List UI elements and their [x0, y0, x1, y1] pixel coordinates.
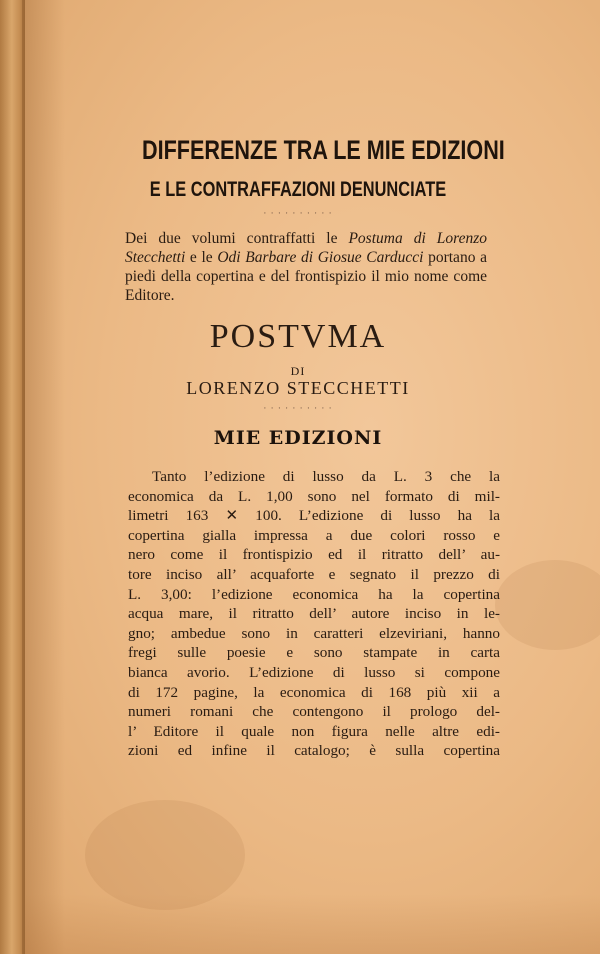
sub-heading: E LE CONTRAFFAZIONI DENUNCIATE [149, 178, 447, 201]
text-line: zioni ed infine il catalogo; è sulla copertina [128, 742, 500, 760]
ornamental-rule: · · · · · · · · · · [263, 208, 333, 218]
text-line: L. 3,00: l’edizione economica ha la copertina [128, 585, 500, 603]
text-line: fregi sulle poesie e sono stampate in carta [128, 644, 500, 662]
intro-italic-title: Postuma di Lorenzo Stecchetti [125, 230, 488, 266]
page-gutter-shadow [25, 0, 65, 954]
text-line: bianca avorio. L’edizione di lusso si compone [128, 663, 500, 681]
intro-text: e le [185, 249, 218, 266]
text-line: numeri romani che contengono il prologo del- [128, 703, 500, 721]
text-line: gno; ambedue sono in caratteri elzeviriani, hanno [128, 624, 500, 642]
intro-italic-title: Odi Barbare di Giosue Carducci [217, 249, 424, 266]
body-paragraph [128, 467, 500, 761]
text-line: tore inciso all’ acquaforte e segnato il prezzo di [128, 565, 500, 583]
text-line: Tanto l’edizione di lusso da L. 3 che la [152, 468, 500, 485]
intro-text: Dei due volumi contraffatti le [125, 230, 349, 247]
main-heading: DIFFERENZE TRA LE MIE EDIZIONI [142, 135, 505, 165]
title-preposition: DI [290, 364, 306, 378]
author-name: LORENZO STECCHETTI [186, 378, 410, 398]
text-line: l’ Editore il quale non figura nelle altre edi- [128, 722, 500, 740]
text-line: limetri 163 ✕ 100. L’edizione di lusso ha la [128, 507, 500, 525]
intro-paragraph [125, 229, 487, 305]
ornamental-rule: · · · · · · · · · · [263, 403, 333, 413]
book-title: POSTVMA [209, 318, 387, 355]
book-page [25, 0, 600, 954]
intro-text: portano a piedi della copertina e del frontispizio il mio nome come Editore. [125, 249, 487, 304]
text-line: acqua mare, il ritratto dell’ autore inciso in le- [128, 605, 500, 623]
section-heading: MIE EDIZIONI [213, 427, 383, 449]
text-line: nero come il frontispizio ed il ritratto dell’ au- [128, 546, 500, 564]
text-line: copertina gialla impressa a due colori rosso e [128, 526, 500, 544]
text-line: economica da L. 1,00 sono nel formato di mil- [128, 487, 500, 505]
text-line: di 172 pagine, la economica di 168 più xii a [128, 683, 500, 701]
page-bottom-wear [25, 894, 600, 954]
paper-stain [495, 560, 600, 650]
